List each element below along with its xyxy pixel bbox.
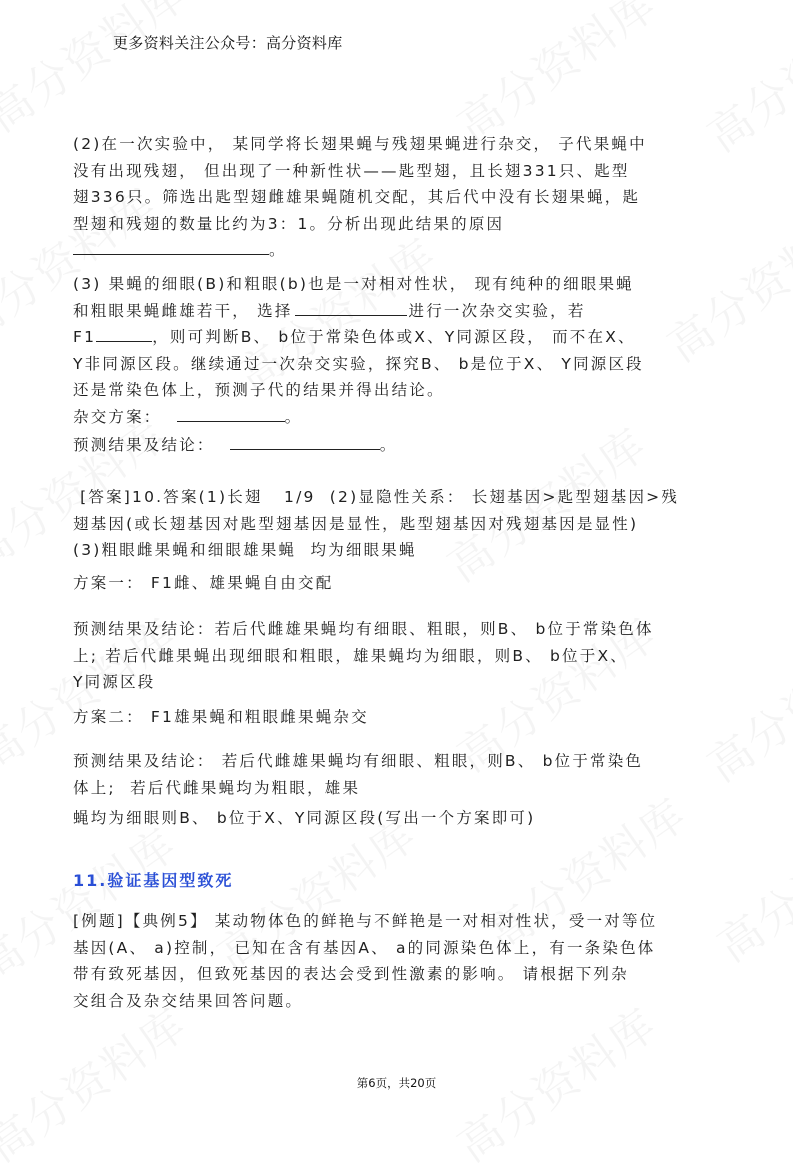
text-line: 翅基因(或长翅基因对匙型翅基因是显性，匙型翅基因对残翅基因是显性) — [73, 514, 639, 533]
text-line: Y同源区段 — [73, 673, 156, 691]
answer-blank — [295, 299, 407, 316]
text-line: 翅336只。筛选出匙型翅雌雄果蝇随机交配，其后代中没有长翅果蝇，匙 — [73, 188, 641, 206]
scheme-1-result — [73, 616, 723, 696]
text-line: [答案]10.答案(1)长翅 1/9 (2)显隐性关系： 长翅基因>匙型翅基因>残 — [73, 488, 680, 506]
text-line: 预测结果及结论：若后代雌雄果蝇均有细眼、粗眼，则B、 b位于常染色体 — [73, 620, 654, 638]
example-5 — [73, 908, 723, 1014]
page-header: 更多资料关注公众号：高分资料库 — [113, 34, 343, 52]
text-line: 型翅和残翅的数量比约为3：1。分析出现此结果的原因 — [73, 214, 505, 233]
text-line: 基因(A、 a)控制， 已知在含有基因A、 a的同源染色体上，有一条染色体 — [73, 938, 656, 957]
result-line: 预测结果及结论： 。 — [73, 432, 723, 459]
text-line: F1 ，则可判断B、 b位于常染色体或X、Y同源区段， 而不在X、 — [73, 324, 723, 351]
text-line: (3) 果蝇的细眼(B)和粗眼(b)也是一对相对性状， 现有纯种的细眼果蝇 — [73, 275, 634, 293]
scheme-2-result — [73, 748, 723, 832]
text-line: 交组合及杂交结果回答问题。 — [73, 991, 304, 1010]
text-line: 还是常染色体上，预测子代的结果并得出结论。 — [73, 381, 445, 399]
answer-blank — [177, 405, 285, 422]
text-line: 带有致死基因，但致死基因的表达会受到性激素的影响。 请根据下列杂 — [73, 965, 629, 983]
text-line: 上; 若后代雌果蝇出现细眼和粗眼，雄果蝇均为细眼，则B、 b位于X、 — [73, 646, 628, 665]
scheme-1: 方案一： F1雌、雄果蝇自由交配 — [73, 574, 334, 592]
text-line: 没有出现残翅， 但出现了一种新性状——匙型翅，且长翅331只、匙型 — [73, 161, 630, 180]
text-line: 和粗眼果蝇雌雄若干， 选择 进行一次杂交实验，若 — [73, 298, 723, 325]
text-line: 蝇均为细眼则B、 b位于X、Y同源区段(写出一个方案即可) — [73, 809, 536, 827]
scheme-2: 方案二： F1雄果蝇和粗眼雌果蝇杂交 — [73, 708, 369, 726]
scheme-line: 杂交方案： 。 — [73, 404, 723, 431]
answer-blank-line: 。 — [73, 237, 723, 264]
watermark — [0, 0, 198, 144]
answer-blank — [73, 238, 269, 255]
question-2 — [73, 131, 723, 264]
text-line: 体上; 若后代雌果蝇均为粗眼，雄果 — [73, 778, 361, 797]
answer-blank — [96, 325, 152, 342]
answer-blank — [230, 433, 380, 450]
text-line: [例题]【典例5】 某动物体色的鲜艳与不鲜艳是一对相对性状，受一对等位 — [73, 912, 658, 930]
section-heading: 11.验证基因型致死 — [73, 871, 234, 890]
answer-block — [73, 484, 723, 564]
page-number: 第6页，共20页 — [356, 1076, 437, 1090]
text-line: Y非同源区段。继续通过一次杂交实验，探究B、 b是位于X、 Y同源区段 — [73, 354, 644, 373]
text-line: (2)在一次实验中， 某同学将长翅果蝇与残翅果蝇进行杂交， 子代果蝇中 — [73, 135, 647, 153]
question-3 — [73, 271, 723, 459]
text-line: (3)粗眼雌果蝇和细眼雄果蝇 均为细眼果蝇 — [73, 541, 417, 559]
text-line: 预测结果及结论： 若后代雌雄果蝇均有细眼、粗眼，则B、 b位于常染色 — [73, 752, 644, 770]
